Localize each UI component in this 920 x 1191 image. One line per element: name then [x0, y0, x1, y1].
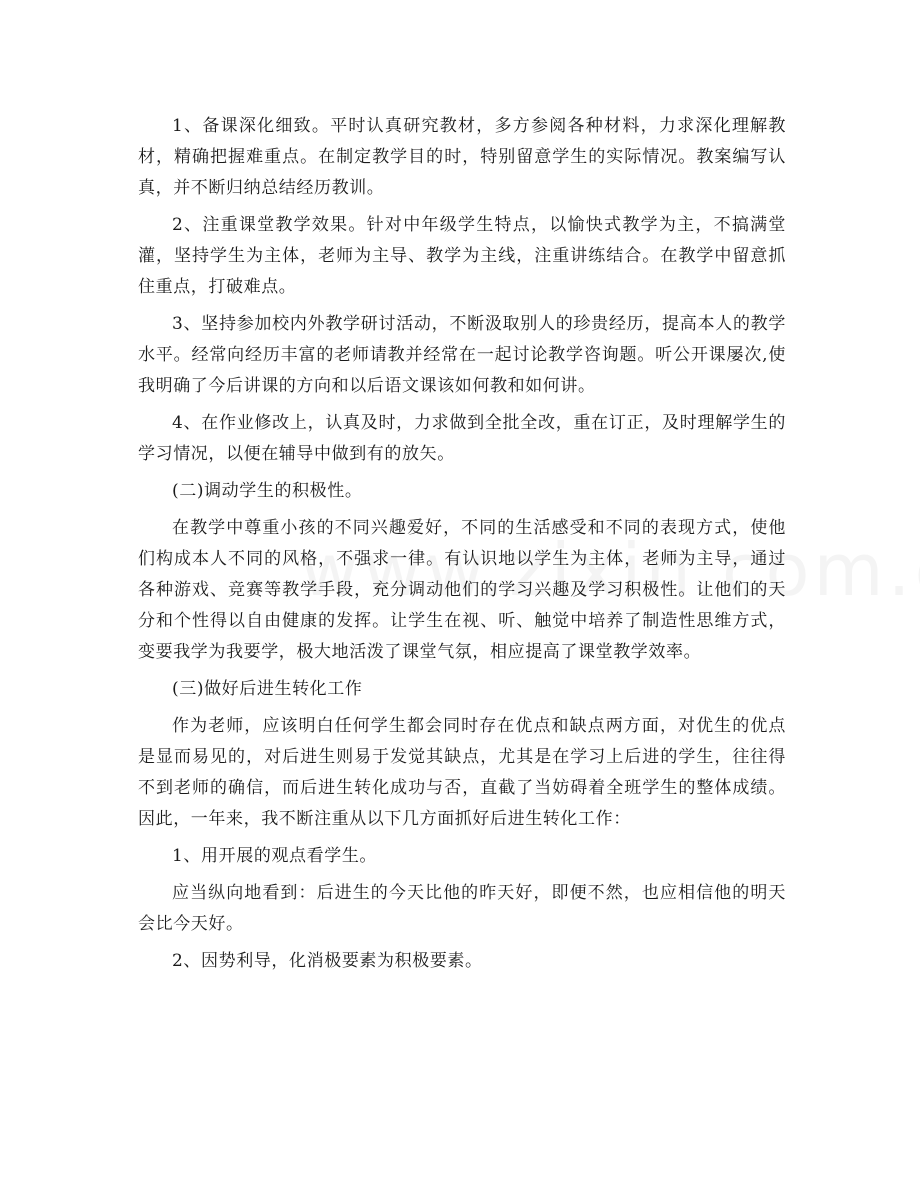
paragraph-prep-lessons: 1、备课深化细致。平时认真研究教材，多方参阅各种材料，力求深化理解教材，精确把握难重点。在制定教学目的时，特别留意学生的实际情况。教案编写认真，并不断归纳总结经历教训。: [138, 116, 786, 198]
paragraph-struggling-students: 作为老师，应该明白任何学生都会同时存在优点和缺点两方面，对优生的优点是显而易见的，对后进生则易于发觉其缺点，尤其是在学习上后进的学生，往往得不到老师的确信，而后进生转化成功与否，直截了当妨碍着全班学生的整体成绩。因此，一年来，我不断注重从以下几方面抓好后进生转化工作：: [138, 716, 786, 829]
paragraph-longitudinal-view: 应当纵向地看到：后进生的今天比他的昨天好，即便不然，也应相信他的明天会比今天好。: [138, 883, 786, 934]
paragraph-guidance: 2、因势利导，化消极要素为积极要素。: [172, 951, 483, 971]
document-body: [138, 111, 786, 983]
section-heading-struggling-students: (三)做好后进生转化工作: [172, 679, 363, 699]
paragraph-teaching-research: 3、坚持参加校内外教学研讨活动，不断汲取别人的珍贵经历，提高本人的教学水平。经常向经历丰富的老师请教并经常在一起讨论教学咨询题。听公开课屡次,使我明确了今后讲课的方向和以后语文课该如何教和如何讲。: [138, 314, 786, 396]
section-heading-motivation: (二)调动学生的积极性。: [172, 481, 363, 501]
paragraph-classroom-effect: 2、注重课堂教学效果。针对中年级学生特点，以愉快式教学为主，不搞满堂灌，坚持学生为主体，老师为主导、教学为主线，注重讲练结合。在教学中留意抓住重点，打破难点。: [138, 215, 786, 297]
paragraph-development-view: 1、用开展的观点看学生。: [172, 846, 378, 866]
paragraph-homework-correction: 4、在作业修改上，认真及时，力求做到全批全改，重在订正，及时理解学生的学习情况，以便在辅导中做到有的放矢。: [138, 413, 786, 464]
paragraph-motivation: 在教学中尊重小孩的不同兴趣爱好，不同的生活感受和不同的表现方式，使他们构成本人不同的风格，不强求一律。有认识地以学生为主体，老师为主导，通过各种游戏、竞赛等教学手段，充分调动他们的学习兴趣及学习积极性。让他们的天分和个性得以自由健康的发挥。让学生在视、听、触觉中培养了制造性思维方式，变要我学为我要学，极大地活泼了课堂气氛，相应提高了课堂教学效率。: [138, 518, 786, 662]
